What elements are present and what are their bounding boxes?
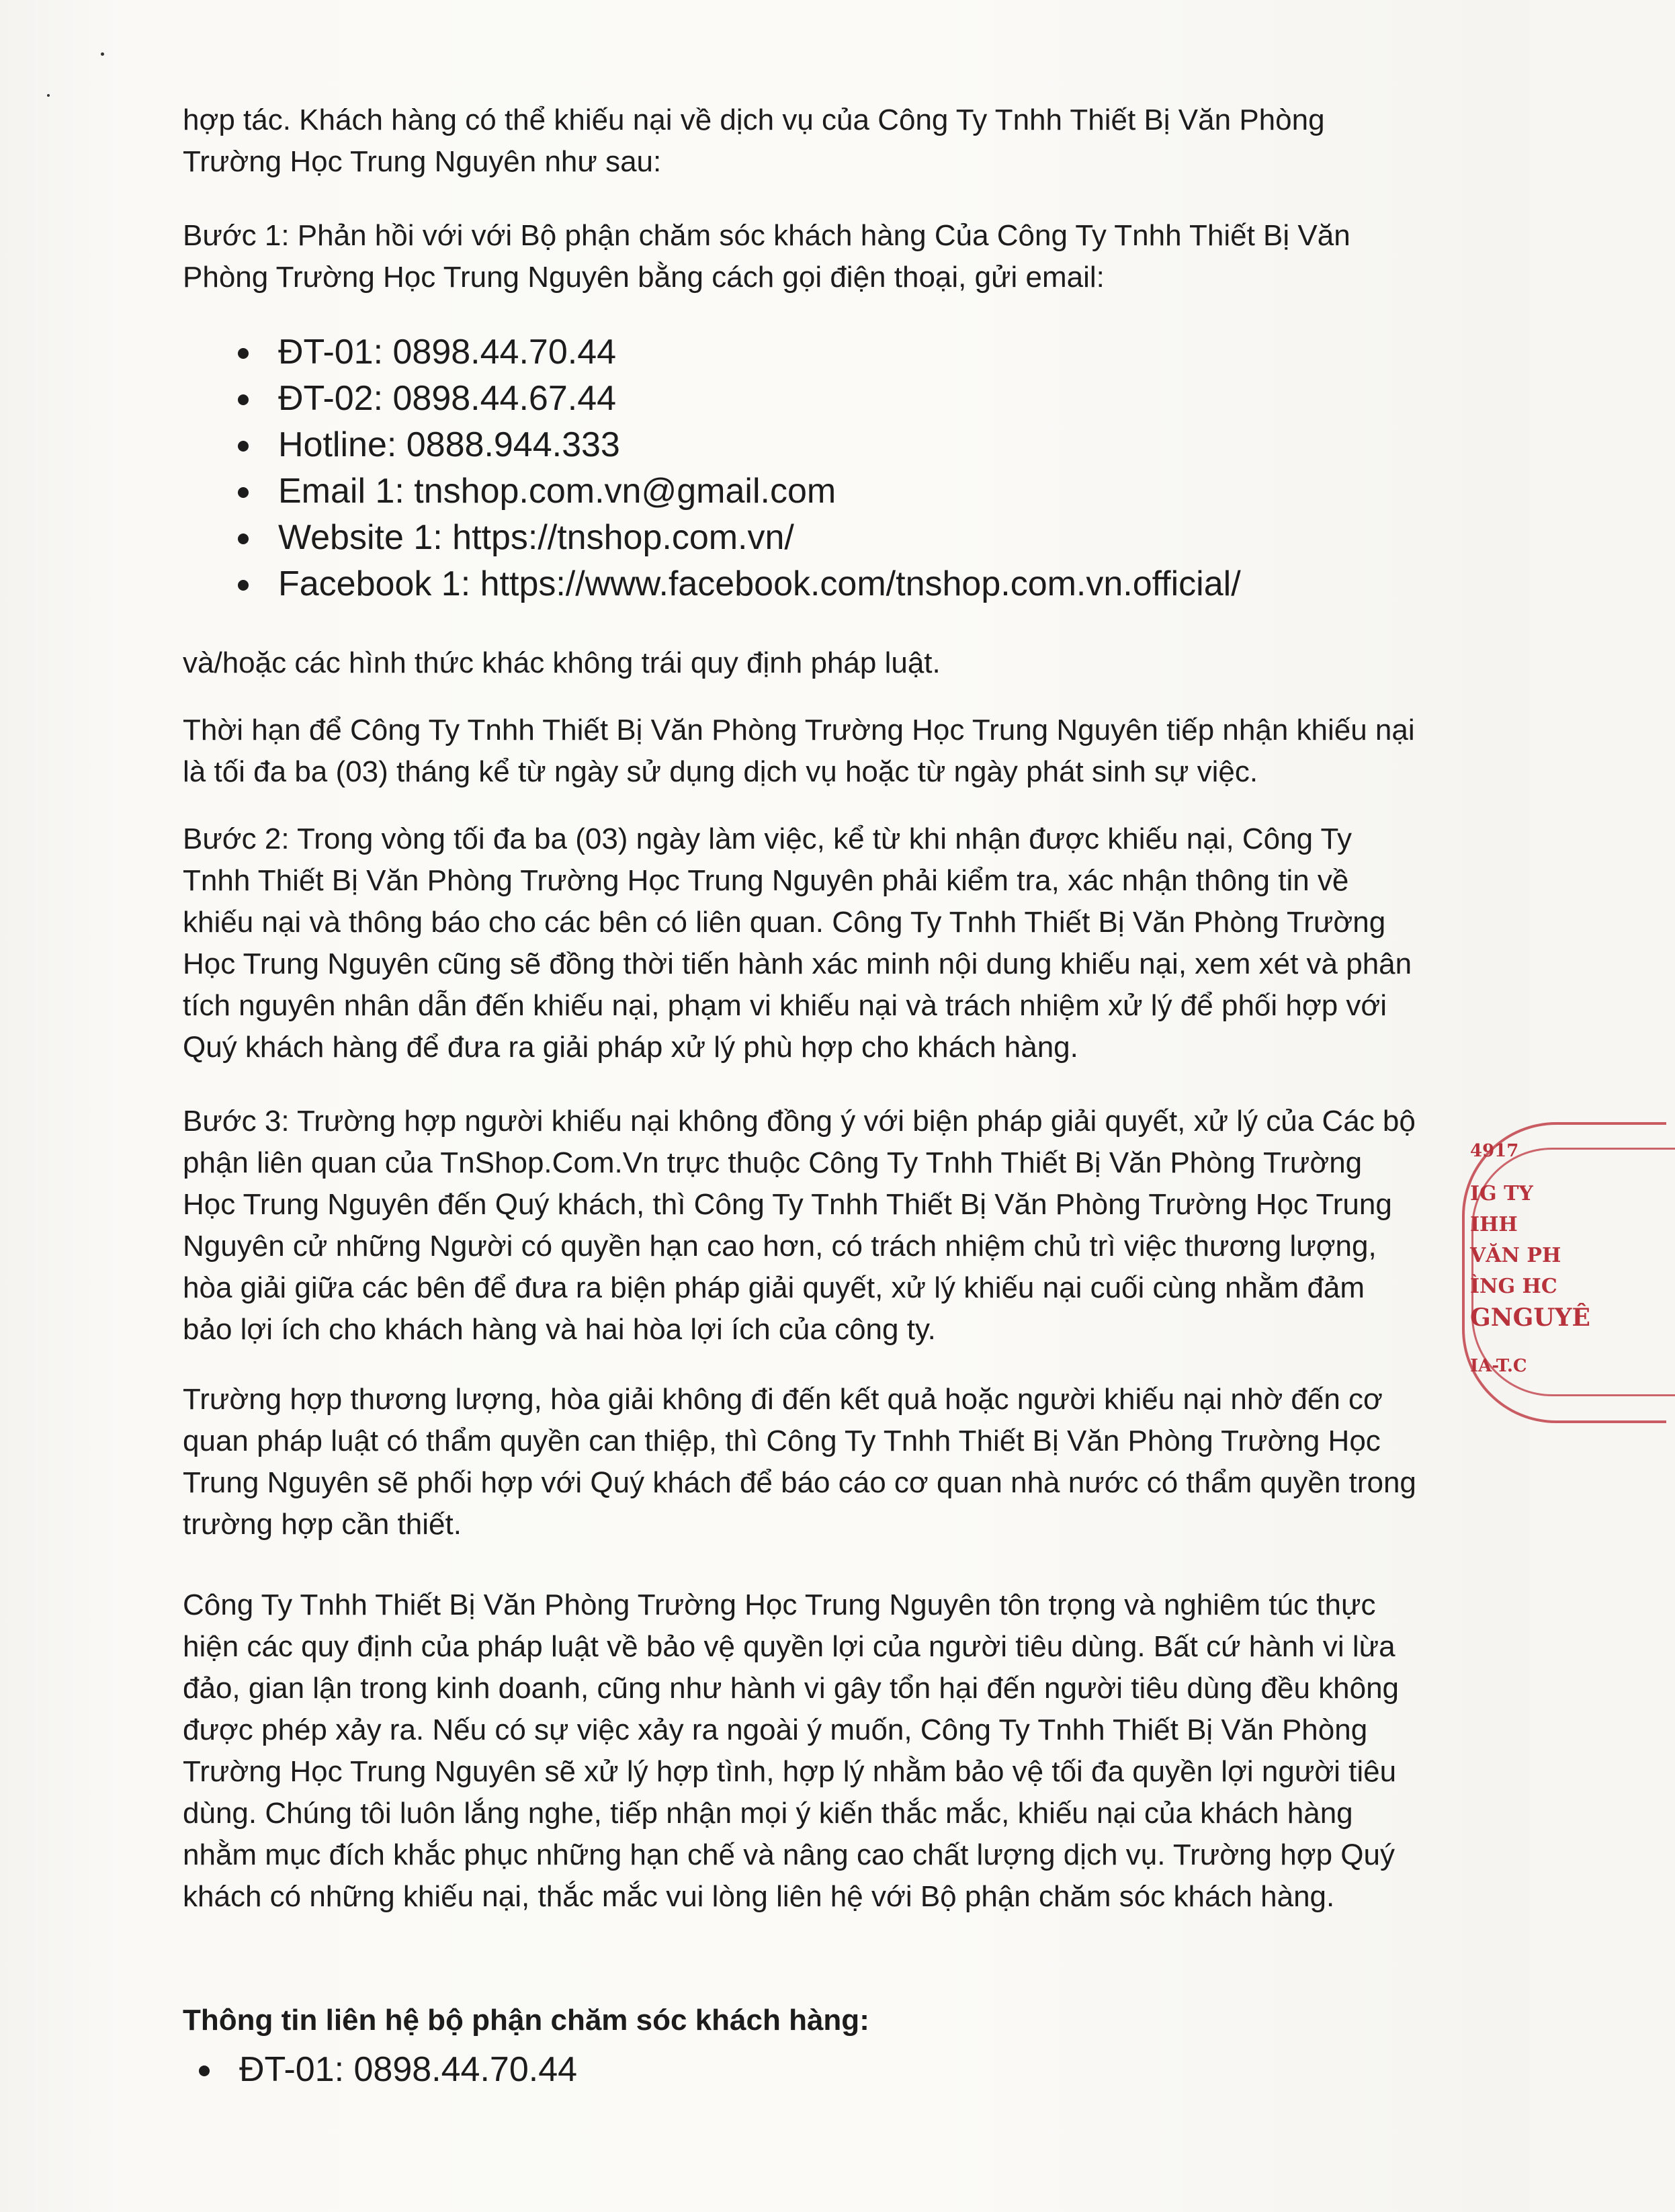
- scan-speck: [101, 52, 104, 56]
- contact-item-email: Email 1: tnshop.com.vn@gmail.com: [183, 468, 1241, 515]
- step1-paragraph: Bước 1: Phản hồi với với Bộ phận chăm sóc khách hàng Của Công Ty Tnhh Thiết Bị Văn Phòng Trường Học Trung Nguyên bằng cách gọi điện thoại, gửi email:: [183, 219, 1350, 294]
- step3-paragraph: Bước 3: Trường hợp người khiếu nại không đồng ý với biện pháp giải quyết, xử lý của Các bộ phận liên quan của TnShop.Com.Vn trực thuộc Công Ty Tnhh Thiết Bị Văn Phòng Trường Học Trung Nguyên đến Quý khách, thì Công Ty Tnhh Thiết Bị Văn Phòng Trường Học Trung Nguyên cử những Người có quyền hạn cao hơn, có trách nhiệm chủ trì việc thương lượng, hòa giải giữa các bên để đưa ra biện pháp giải quyết, xử lý khiếu nại cuối cùng nhằm đảm bảo lợi ích cho khách hàng và hai hòa lợi ích của công ty.: [183, 1105, 1416, 1346]
- contact-heading: Thông tin liên hệ bộ phận chăm sóc khách hàng:: [183, 2004, 869, 2037]
- scan-speck: [47, 94, 50, 97]
- seal-text: 4917: [1470, 1141, 1519, 1161]
- mediation-paragraph: Trường hợp thương lượng, hòa giải không đi đến kết quả hoặc người khiếu nại nhờ đến cơ quan pháp luật có thẩm quyền can thiệp, thì Công Ty Tnhh Thiết Bị Văn Phòng Trường Học Trung Nguyên sẽ phối hợp với Quý khách để báo cáo cơ quan nhà nước có thẩm quyền trong trường hợp cần thiết.: [183, 1383, 1416, 1541]
- seal-text: GNGUYÊ: [1470, 1304, 1590, 1332]
- step2-paragraph: Bước 2: Trong vòng tối đa ba (03) ngày làm việc, kể từ khi nhận được khiếu nại, Công Ty Tnhh Thiết Bị Văn Phòng Trường Học Trung Nguyên phải kiểm tra, xác nhận thông tin về khiếu nại và thông báo cho các bên có liên quan. Công Ty Tnhh Thiết Bị Văn Phòng Trường Học Trung Nguyên cũng sẽ đồng thời tiến hành xác minh nội dung khiếu nại, xem xét và phân tích nguyên nhân dẫn đến khiếu nại, phạm vi khiếu nại và trách nhiệm xử lý để phối hợp với Quý khách hàng để đưa ra giải pháp xử lý phù hợp cho khách hàng.: [183, 822, 1412, 1064]
- contact-list: [183, 329, 1241, 607]
- final-contact-list: [144, 2047, 577, 2093]
- contact-item-website: Website 1: https://tnshop.com.vn/: [183, 515, 1241, 561]
- commitment-paragraph: Công Ty Tnhh Thiết Bị Văn Phòng Trường Học Trung Nguyên tôn trọng và nghiêm túc thực hiện các quy định của pháp luật về bảo vệ quyền lợi của người tiêu dùng. Bất cứ hành vi lừa đảo, gian lận trong kinh doanh, cũng như hành vi gây tổn hại đến người tiêu dùng đều không được phép xảy ra. Nếu có sự việc xảy ra ngoài ý muốn, Công Ty Tnhh Thiết Bị Văn Phòng Trường Học Trung Nguyên sẽ xử lý hợp tình, hợp lý nhằm bảo vệ tối đa quyền lợi người tiêu dùng. Chúng tôi luôn lắng nghe, tiếp nhận mọi ý kiến thắc mắc, khiếu nại của khách hàng nhằm mục đích khắc phục những hạn chế và nâng cao chất lượng dịch vụ. Trường hợp Quý khách có những khiếu nại, thắc mắc vui lòng liên hệ với Bộ phận chăm sóc khách hàng.: [183, 1588, 1400, 1913]
- seal-text: VĂN PH: [1470, 1244, 1561, 1267]
- deadline-paragraph: Thời hạn để Công Ty Tnhh Thiết Bị Văn Phòng Trường Học Trung Nguyên tiếp nhận khiếu nại là tối đa ba (03) tháng kể từ ngày sử dụng dịch vụ hoặc từ ngày phát sinh sự việc.: [183, 714, 1415, 788]
- contact-item-hotline: Hotline: 0888.944.333: [183, 422, 1241, 468]
- contact-item-phone1: ĐT-01: 0898.44.70.44: [183, 329, 1241, 376]
- contact-item-phone2: ĐT-02: 0898.44.67.44: [183, 376, 1241, 422]
- seal-text: IG TY: [1470, 1182, 1533, 1205]
- contact-item-facebook: Facebook 1: https://www.facebook.com/tnshop.com.vn.official/: [183, 561, 1241, 607]
- final-contact-phone: ĐT-01: 0898.44.70.44: [144, 2047, 577, 2093]
- seal-text: IHH: [1470, 1213, 1518, 1236]
- seal-text: ÌNG HC: [1470, 1275, 1557, 1298]
- seal-text: IA-T.C: [1470, 1356, 1527, 1376]
- other-forms-paragraph: và/hoặc các hình thức khác không trái quy định pháp luật.: [183, 646, 941, 679]
- intro-paragraph: hợp tác. Khách hàng có thể khiếu nại về dịch vụ của Công Ty Tnhh Thiết Bị Văn Phòng Trường Học Trung Nguyên như sau:: [183, 103, 1325, 178]
- company-seal-fragment: [1457, 1122, 1590, 1418]
